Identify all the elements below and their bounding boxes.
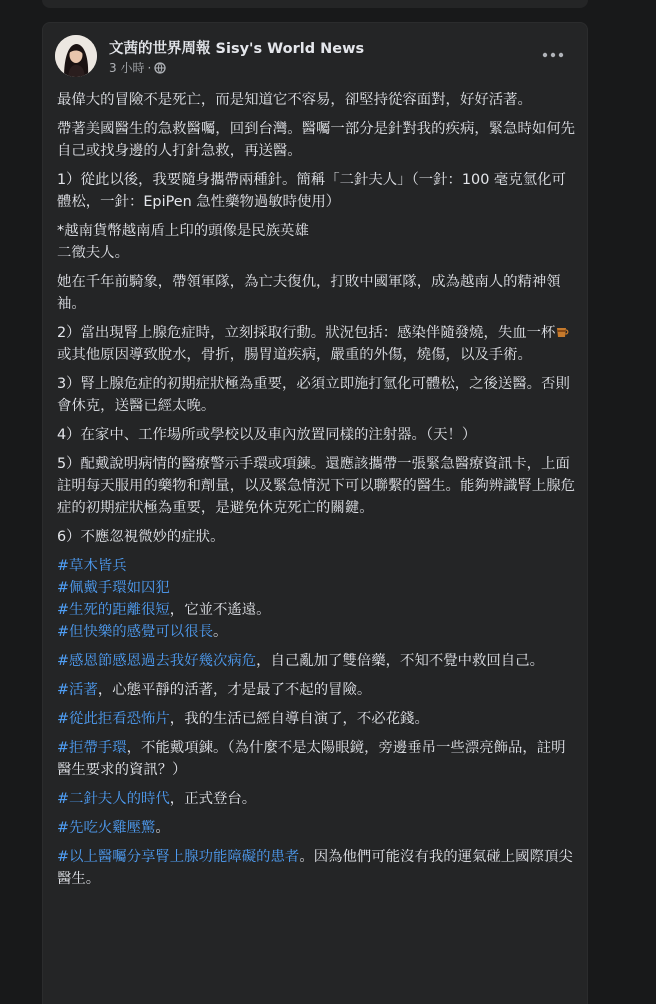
avatar-portrait-icon [55,35,97,77]
hashtag-link[interactable]: #活著 [57,682,98,698]
post-header [55,35,575,79]
hashtag-link[interactable]: #但快樂的感覺可以很長 [57,624,213,640]
post-paragraph: 6）不應忽視微妙的症狀。 [57,529,225,545]
hashtag-line [57,679,577,701]
post-paragraph: 最偉大的冒險不是死亡，而是知道它不容易，卻堅持從容面對，好好活著。 [57,92,532,108]
hashtag-link[interactable]: #生死的距離很短 [57,602,170,618]
hashtag-line [57,621,577,643]
hashtag-line [57,708,577,730]
post-paragraph: 5）配戴說明病情的醫療警示手環或項鍊。還應該攜帶一張緊急醫療資訊卡，上面註明每天服用的藥物和劑量，以及緊急情況下可以聯繫的醫生。能夠辨識腎上腺危症的初期症狀極為重要，是避免休克死亡的關鍵。 [57,456,576,516]
hashtag-link[interactable]: #草木皆兵 [57,558,127,574]
post-text: 二徵夫人。 [57,245,129,261]
post-meta [109,59,166,76]
hashtag-link[interactable]: #拒帶手環 [57,740,127,756]
post-paragraph: 帶著美國醫生的急救醫囑，回到台灣。醫囑一部分是針對我的疾病，緊急時如何先自己或找身邊的人打針急救，再送醫。 [57,121,576,159]
hashtag-link[interactable]: #感恩節感恩過去我好幾次病危 [57,653,257,669]
hashtag-line [57,788,577,810]
post-text: ，我的生活已經自導自演了，不必花錢。 [169,711,429,727]
post-paragraph: 3）腎上腺危症的初期症狀極為重要，必須立即施打氫化可體松，之後送醫。否則會休克，送醫已經太晚。 [57,376,570,414]
post-text: ，不能戴項鍊。（為什麼不是太陽眼鏡，旁邊垂吊一些漂亮飾品，註明醫生要求的資訊？） [57,740,566,778]
hashtag-line [57,650,577,672]
post-paragraph: 1）從此以後，我要隨身攜帶兩種針。簡稱「二針夫人」（一針：100 毫克氫化可體松，一針：EpiPen 急性藥物過敏時使用） [57,172,566,210]
hashtag-line [57,577,577,599]
avatar[interactable] [55,35,97,77]
hashtag-link[interactable]: #佩戴手環如囚犯 [57,580,170,596]
hashtag-line [57,737,577,781]
post-body [57,89,577,897]
hashtag-line [57,817,577,839]
post-text: 。因為他們可能沒有我的運氣碰上國際頂尖醫生。 [57,849,573,887]
hashtag-line [57,599,577,621]
post-text: ，自己亂加了雙倍藥，不知不覺中救回自己。 [256,653,544,669]
post-time[interactable]: 3 小時 [109,61,145,75]
post-text: 或其他原因導致脫水，骨折，腸胃道疾病，嚴重的外傷，燒傷，以及手術。 [57,347,532,363]
previous-post-card [42,0,588,8]
more-options-icon[interactable] [539,43,567,67]
hashtag-link[interactable]: #以上醫囑分享腎上腺功能障礙的患者 [57,849,300,865]
post-text: ，正式登台。 [169,791,257,807]
post-text: ，它並不遙遠。 [169,602,271,618]
post-text: 2）當出現腎上腺危症時，立刻採取行動。狀況包括：感染伴隨發燒，失血一杯 [57,325,556,341]
author-name[interactable]: 文茜的世界周報 Sisy's World News [109,41,365,57]
hashtag-line [57,846,577,890]
post-text: 。 [212,624,228,640]
post-text: 。 [155,820,170,836]
post-text: *越南貨幣越南盾上印的頭像是民族英雄 [57,223,309,239]
post-card [42,22,588,1004]
hashtag-link[interactable]: #二針夫人的時代 [57,791,170,807]
post-paragraph [57,322,577,366]
post-text: ，心態平靜的活著，才是最了不起的冒險。 [97,682,372,698]
cup-emoji-icon [555,324,569,338]
post-paragraph: 4）在家中、工作場所或學校以及車內放置同樣的注射器。（天！） [57,427,477,443]
globe-icon[interactable] [154,62,166,74]
post-paragraph: 她在千年前騎象，帶領軍隊，為亡夫復仇，打敗中國軍隊，成為越南人的精神領袖。 [57,274,561,312]
post-paragraph [57,220,577,264]
hashtag-link[interactable]: #先吃火雞壓驚 [57,820,156,836]
hashtag-line [57,555,577,577]
hashtag-link[interactable]: #從此拒看恐怖片 [57,711,170,727]
meta-separator: · [147,60,152,75]
